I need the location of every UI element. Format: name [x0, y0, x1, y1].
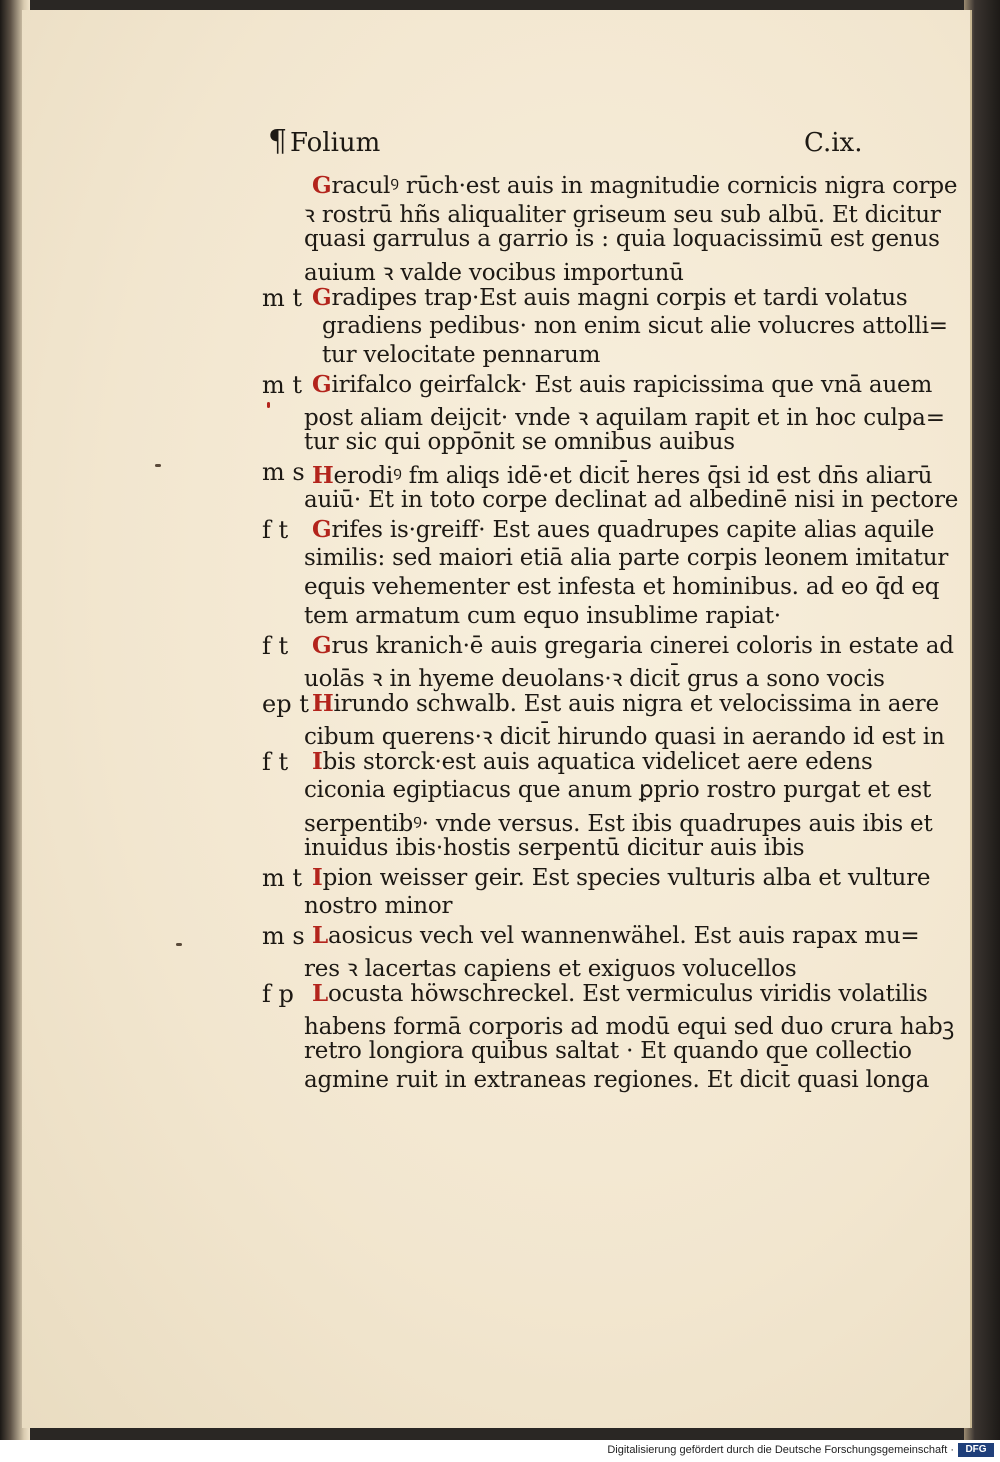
entry-headline — [312, 516, 934, 543]
entry-headline — [312, 690, 939, 717]
folio-label: Folium — [290, 128, 381, 158]
folio-number: C.ix. — [804, 128, 863, 158]
entry-headline — [312, 168, 957, 200]
margin-note: m t — [262, 864, 303, 892]
rubricated-initial: G — [312, 284, 332, 311]
paragraph-mark: ¶ — [268, 124, 288, 159]
entry-line: tem armatum cum equo insublime rapiat· — [304, 603, 781, 629]
rubricated-initial: G — [312, 172, 332, 199]
margin-note: m t — [262, 371, 303, 399]
rubricated-initial: L — [312, 922, 328, 949]
entry-headline — [312, 922, 920, 949]
margin-note: f p — [262, 980, 294, 1008]
margin-note: m s — [262, 922, 305, 950]
red-speck — [267, 402, 270, 408]
rubricated-initial: L — [312, 980, 328, 1007]
footer-bar — [0, 1440, 1000, 1462]
entry-headline — [312, 284, 908, 311]
entry-text: raculꝰ rūch·est auis in magnitudie cornicis nigra corpe — [331, 173, 958, 199]
entry-text: irifalco geirfalck· Est auis rapicissima que vnā auem — [331, 372, 933, 398]
rubricated-initial: G — [312, 632, 332, 659]
rubricated-initial: I — [312, 864, 323, 891]
entry-line: res ꝛ lacertas capiens et exiguos volucellos — [304, 956, 797, 982]
entry-line: auiū· Et in toto corpe declinat ad albedinē nisi in pectore — [304, 487, 959, 513]
entry-line: uolās ꝛ in hyeme deuolans·ꝛ dicit̄ grus a sono vocis — [304, 666, 885, 692]
entry-line: ciconia egiptiacus que anum ꝑprio rostro purgat et est — [304, 777, 932, 803]
entry-line: agmine ruit in extraneas regiones. Et dicit̄ quasi longa — [304, 1067, 930, 1093]
entry-line: tur velocitate pennarum — [322, 342, 601, 368]
rubricated-initial: H — [312, 462, 334, 489]
margin-note: ep t — [262, 690, 309, 718]
rubricated-initial: I — [312, 748, 323, 775]
margin-note: m t — [262, 284, 303, 312]
rubricated-initial: G — [312, 371, 332, 398]
entry-text: pion weisser geir. Est species vulturis alba et vulture — [322, 865, 931, 891]
margin-note: f t — [262, 632, 289, 660]
entry-headline — [312, 458, 932, 490]
footer-credit: Digitalisierung gefördert durch die Deutsche Forschungsgemeinschaft · — [607, 1444, 954, 1456]
ink-speck — [176, 943, 182, 946]
entry-line: cibum querens·ꝛ dicit̄ hirundo quasi in aerando id est in — [304, 724, 945, 750]
dfg-logo: DFG — [958, 1443, 994, 1457]
rubricated-initial: G — [312, 516, 332, 543]
entry-text: rus kranich·ē auis gregaria cinerei coloris in estate ad — [331, 633, 954, 659]
entry-text: irundo schwalb. Est auis nigra et velocissima in aere — [333, 691, 939, 717]
entry-headline — [312, 864, 930, 891]
entry-text: radipes trap·Est auis magni corpis et tardi volatus — [331, 285, 908, 311]
entry-line: auium ꝛ valde vocibus importunū — [304, 260, 684, 286]
entry-line: retro longiora quibus saltat · Et quando que collectio — [304, 1038, 912, 1064]
entry-line: post aliam deijcit· vnde ꝛ aquilam rapit et in hoc culpa= — [304, 405, 945, 431]
entry-line: ꝛ rostrū hñs aliqualiter griseum seu sub albū. Et dicitur — [304, 202, 941, 228]
entry-line: habens formā corporis ad modū equi sed duo crura habꝫ — [304, 1014, 955, 1040]
margin-note: f t — [262, 516, 289, 544]
entry-headline — [312, 632, 954, 659]
entry-line: inuidus ibis·hostis serpentū dicitur auis ibis — [304, 835, 805, 861]
entry-headline — [312, 371, 932, 398]
entry-headline — [312, 980, 928, 1007]
entry-text: aosicus vech vel wannenwähel. Est auis rapax mu= — [327, 923, 920, 949]
entry-line: gradiens pedibus· non enim sicut alie volucres attolli= — [322, 313, 948, 339]
entry-line: equis vehementer est infesta et hominibus. ad eo q̄d eq — [304, 574, 940, 600]
entry-line: serpentibꝰ· vnde versus. Est ibis quadrupes auis ibis et — [304, 811, 933, 837]
entry-headline — [312, 748, 873, 775]
entry-text: erodiꝰ fm aliqs idē·et dicit̄ heres q̄si id est dn̄s aliarū — [333, 463, 933, 489]
entry-text: ocusta höwschreckel. Est vermiculus viridis volatilis — [327, 981, 928, 1007]
entry-line: nostro minor — [304, 893, 453, 919]
entry-text: rifes is·greiff· Est aues quadrupes capite alias aquile — [331, 517, 935, 543]
margin-note: f t — [262, 748, 289, 776]
entry-line: similis: sed maiori etiā alia parte corpis leonem imitatur — [304, 545, 949, 571]
entry-line: tur sic qui oppōnit se omnibus auibus — [304, 429, 735, 455]
ink-speck — [155, 464, 161, 467]
rubricated-initial: H — [312, 690, 334, 717]
entry-text: bis storck·est auis aquatica videlicet aere edens — [322, 749, 873, 775]
entry-line: quasi garrulus a garrio is : quia loquacissimū est genus — [304, 226, 940, 252]
margin-note: m s — [262, 458, 305, 486]
